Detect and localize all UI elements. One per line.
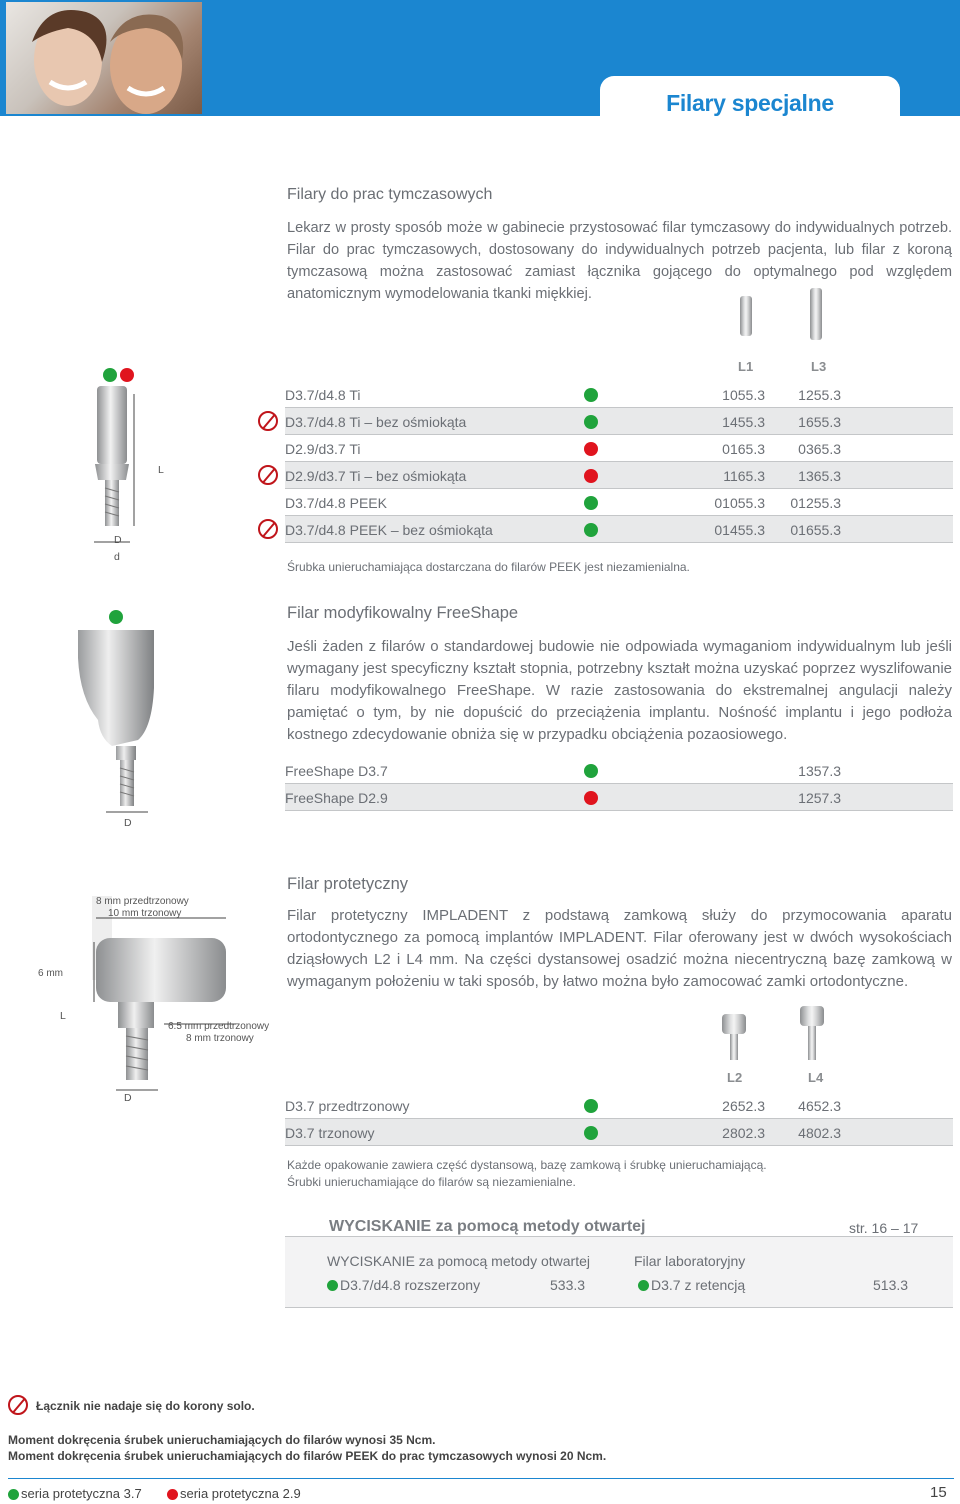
prosthetic-dim-L: L bbox=[60, 1010, 66, 1022]
prosthetic-dim-top2: 10 mm trzonowy bbox=[108, 908, 182, 919]
impression-heading: WYCISKANIE za pomocą metody otwartej bbox=[321, 1218, 654, 1236]
impression-col2-value: 513.3 bbox=[873, 1277, 909, 1293]
code-l2: 2802.3 bbox=[722, 1125, 765, 1141]
table-row bbox=[285, 462, 953, 489]
abutment-l4-post-icon bbox=[808, 1026, 816, 1060]
prosthetic-dim-D: D bbox=[124, 1092, 132, 1104]
table-row bbox=[285, 516, 953, 543]
impression-box bbox=[285, 1214, 953, 1308]
series-dot bbox=[584, 764, 598, 778]
legend-red-dot bbox=[167, 1489, 178, 1500]
warn-note: Łącznik nie nadaje się do korony solo. bbox=[36, 1399, 255, 1413]
product-name: D3.7/d4.8 PEEK bbox=[285, 495, 387, 511]
no-solo-crown-icon bbox=[258, 411, 278, 431]
legend-green-label: seria protetyczna 3.7 bbox=[21, 1486, 142, 1501]
code-l1: 1455.3 bbox=[722, 414, 765, 430]
code-l3: 1365.3 bbox=[798, 468, 841, 484]
product-name: D3.7/d4.8 Ti – bez ośmiokąta bbox=[285, 414, 467, 430]
code-l1: 1055.3 bbox=[722, 387, 765, 403]
product-name: FreeShape D3.7 bbox=[285, 763, 388, 779]
product-name: D3.7 trzonowy bbox=[285, 1125, 375, 1141]
screw-note: Śrubki unieruchamiające do filarów są niezamienialne. bbox=[287, 1175, 576, 1189]
series-dot bbox=[584, 496, 598, 510]
impression-page-ref[interactable]: str. 16 – 17 bbox=[843, 1220, 924, 1236]
product-name: FreeShape D2.9 bbox=[285, 790, 388, 806]
series-dot bbox=[584, 791, 598, 805]
product-name: D3.7/d4.8 PEEK – bez ośmiokąta bbox=[285, 522, 493, 538]
table-row bbox=[285, 408, 953, 435]
series-dot bbox=[584, 469, 598, 483]
prosthetic-dim-mid1: 6.5 mm przedtrzonowy bbox=[168, 1021, 270, 1032]
series-dot bbox=[584, 1126, 598, 1140]
product-name: D3.7 przedtrzonowy bbox=[285, 1098, 410, 1114]
legend-red-label: seria protetyczna 2.9 bbox=[180, 1486, 301, 1501]
dim-label-d: d bbox=[114, 551, 120, 563]
code-l3: 01655.3 bbox=[790, 522, 841, 538]
package-note: Każde opakowanie zawiera część dystansową, bazę zamkową i śrubkę unieruchamiającą. bbox=[287, 1158, 767, 1172]
no-solo-crown-icon bbox=[258, 519, 278, 539]
code-l3: 01255.3 bbox=[790, 495, 841, 511]
code-l1: 0165.3 bbox=[722, 441, 765, 457]
code-l1: 01455.3 bbox=[714, 522, 765, 538]
freeshape-illustration bbox=[76, 628, 156, 814]
code-l2: 2652.3 bbox=[722, 1098, 765, 1114]
no-solo-crown-icon bbox=[8, 1395, 28, 1415]
prosthetic-dim-mid2: 8 mm trzonowy bbox=[186, 1033, 254, 1044]
column-header-l3: L3 bbox=[811, 359, 827, 374]
code-l1: 1165.3 bbox=[723, 468, 765, 484]
series-green-dot bbox=[103, 368, 117, 382]
torque-note-1: Moment dokręcenia śrubek unieruchamiających do filarów wynosi 35 Ncm. bbox=[8, 1433, 436, 1447]
code-l3: 1255.3 bbox=[798, 387, 841, 403]
abutment-l2-icon bbox=[722, 1014, 746, 1034]
impression-col1-title: WYCISKANIE za pomocą metody otwartej bbox=[327, 1253, 590, 1269]
impression-col2-item: D3.7 z retencją bbox=[651, 1277, 746, 1293]
product-name: D2.9/d3.7 Ti – bez ośmiokąta bbox=[285, 468, 467, 484]
freeshape-dim-D: D bbox=[124, 817, 132, 829]
product-code: 1257.3 bbox=[798, 790, 841, 806]
prosthetic-illustration bbox=[60, 894, 290, 1100]
torque-note-2: Moment dokręcenia śrubek unieruchamiających do filarów PEEK do prac tymczasowych wynosi 20 Ncm. bbox=[8, 1449, 607, 1463]
code-l4: 4652.3 bbox=[798, 1098, 841, 1114]
legend-green-dot bbox=[8, 1489, 19, 1500]
table-row bbox=[285, 1092, 953, 1119]
column-header-l4: L4 bbox=[808, 1070, 824, 1085]
table-row bbox=[285, 757, 953, 784]
page-number: 15 bbox=[930, 1484, 947, 1501]
series-dot bbox=[584, 1099, 598, 1113]
prosthetic-description: Filar protetyczny IMPLADENT z podstawą zamkową służy do przymocowania aparatu ortodontycznego za pomocą implantów IMPLADENT. Filar oferowany jest w dwóch wysokościach dziąsłowych L2 i L4 mm. Na części dystansowej osadzić można niecentryczną bazę zamkową w wymaganym położeniu w taki sposób, by łatwo można było zamocować zamki ortodontyczne. bbox=[287, 907, 952, 990]
product-name: D2.9/d3.7 Ti bbox=[285, 441, 361, 457]
series-dot bbox=[584, 442, 598, 456]
code-l1: 01055.3 bbox=[714, 495, 765, 511]
freeshape-description: Jeśli żaden z filarów o standardowej budowie nie odpowiada wymaganiom indywidualnym lub jeśli wymagany jest specyficzny kształt stopnia, potrzebny kształt można uzyskać poprzez wyszlifowanie filaru modyfikowalnego FreeShape. W razie zastosowania do ekstremalnej angulacji należy pamiętać o tym, by nie dopuścić do przeciążenia implantu. Nośność implantu i jego podłoża kostnego zdecydowanie obniża się w przypadku obciążenia pozaosiowego. bbox=[287, 638, 952, 743]
section-heading-freeshape: Filar modyfikowalny FreeShape bbox=[287, 604, 519, 622]
abutment-l4-icon bbox=[800, 1006, 824, 1026]
impression-col1-value: 533.3 bbox=[550, 1277, 586, 1293]
page-title: Filary specjalne bbox=[666, 90, 834, 116]
temp-description: Lekarz w prosty sposób może w gabinecie przystosować filar tymczasowy do indywidualnych potrzeb. Filar do prac tymczasowych, dostosowany do indywidualnych potrzeb pacjenta, lub filar z koroną tymczasową można zastosować zamiast łącznika gojącego do optymalnego pod względem anatomicznym wymodelowania tkanki miękkiej. bbox=[287, 220, 952, 302]
impression-col2-dot bbox=[638, 1280, 649, 1291]
dim-label-D: D bbox=[114, 534, 122, 546]
product-code: 1357.3 bbox=[798, 763, 841, 779]
no-solo-crown-icon bbox=[258, 465, 278, 485]
prosthetic-dim-6mm: 6 mm bbox=[38, 968, 63, 979]
abutment-l3-icon bbox=[810, 288, 822, 340]
impression-col1-dot bbox=[327, 1280, 338, 1291]
header-photo bbox=[6, 2, 202, 114]
section-heading-temp: Filary do prac tymczasowych bbox=[287, 186, 493, 203]
dim-label-l: L bbox=[158, 464, 164, 476]
product-name: D3.7/d4.8 Ti bbox=[285, 387, 361, 403]
abutment-l2-post-icon bbox=[730, 1034, 738, 1060]
section-heading-prosthetic: Filar protetyczny bbox=[287, 875, 409, 893]
impression-bg bbox=[285, 1237, 953, 1307]
impression-col2-title: Filar laboratoryjny bbox=[634, 1253, 746, 1269]
column-header-l1: L1 bbox=[738, 359, 754, 374]
prosthetic-dim-top1: 8 mm przedtrzonowy bbox=[96, 896, 189, 907]
code-l3: 1655.3 bbox=[798, 414, 841, 430]
peek-note: Śrubka unieruchamiająca dostarczana do filarów PEEK jest niezamienialna. bbox=[287, 560, 690, 574]
series-red-dot bbox=[120, 368, 134, 382]
table-row bbox=[285, 435, 953, 462]
freeshape-series-dot bbox=[109, 610, 123, 624]
abutment-l1-icon bbox=[740, 296, 752, 336]
footer-rule bbox=[8, 1478, 954, 1479]
code-l4: 4802.3 bbox=[798, 1125, 841, 1141]
table-row bbox=[285, 1119, 953, 1146]
series-dot bbox=[584, 523, 598, 537]
impression-col1-item: D3.7/d4.8 rozszerzony bbox=[340, 1277, 481, 1293]
table-row bbox=[285, 784, 953, 811]
series-dot bbox=[584, 415, 598, 429]
table-row bbox=[285, 381, 953, 408]
column-header-l2: L2 bbox=[727, 1070, 743, 1085]
temp-abutment-illustration bbox=[88, 384, 144, 556]
series-dot bbox=[584, 388, 598, 402]
table-row bbox=[285, 489, 953, 516]
code-l3: 0365.3 bbox=[798, 441, 841, 457]
